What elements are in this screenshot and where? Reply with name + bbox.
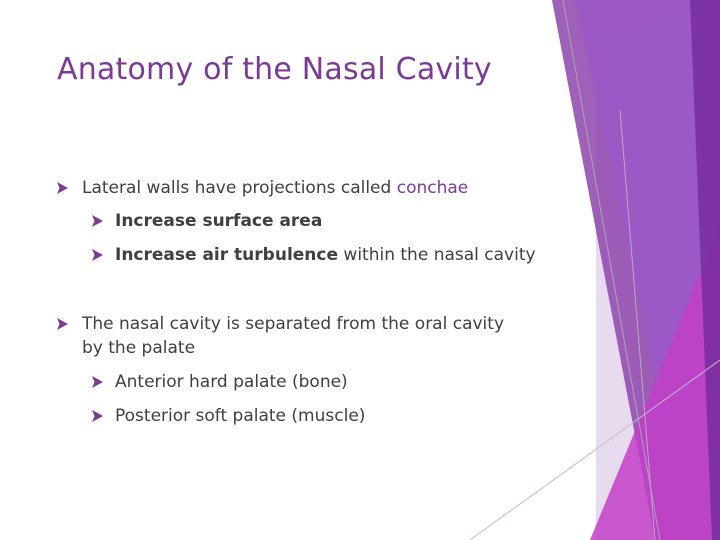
conchae-term: conchae [396, 178, 469, 198]
bullet-text-main: Lateral walls have projections called [82, 178, 397, 198]
sub-bullet-soft-palate [92, 404, 365, 428]
sub-bullet-text: Posterior soft palate (muscle) [115, 406, 366, 426]
bullet-text [82, 312, 504, 360]
slide-title: Anatomy of the Nasal Cavity [57, 52, 492, 87]
sub-bullet-bold: Increase air turbulence [115, 245, 339, 265]
right-pointing-arrow-icon [92, 215, 103, 227]
right-pointing-arrow-icon [92, 376, 103, 388]
sub-bullet-surface-area [92, 209, 322, 233]
bullet-text-line-2: by the palate [82, 338, 196, 358]
right-pointing-arrow-icon [92, 410, 103, 422]
sub-bullet-text [115, 243, 536, 267]
right-pointing-arrow-icon [57, 182, 68, 194]
right-pointing-arrow-icon [57, 318, 68, 330]
bullet-text [82, 176, 468, 200]
sub-bullet-rest: within the nasal cavity [338, 245, 536, 265]
sub-bullet-hard-palate [92, 370, 348, 394]
right-pointing-arrow-icon [92, 249, 103, 261]
bullet-lateral-walls [57, 176, 468, 200]
sub-bullet-bold: Increase surface area [115, 211, 323, 231]
bullet-nasal-cavity-separation [57, 312, 504, 360]
sub-bullet-text [115, 209, 322, 233]
sub-bullet-text: Anterior hard palate (bone) [115, 372, 348, 392]
bullet-text-line-1: The nasal cavity is separated from the oral cavity [82, 314, 505, 334]
sub-bullet-air-turbulence [92, 243, 536, 267]
